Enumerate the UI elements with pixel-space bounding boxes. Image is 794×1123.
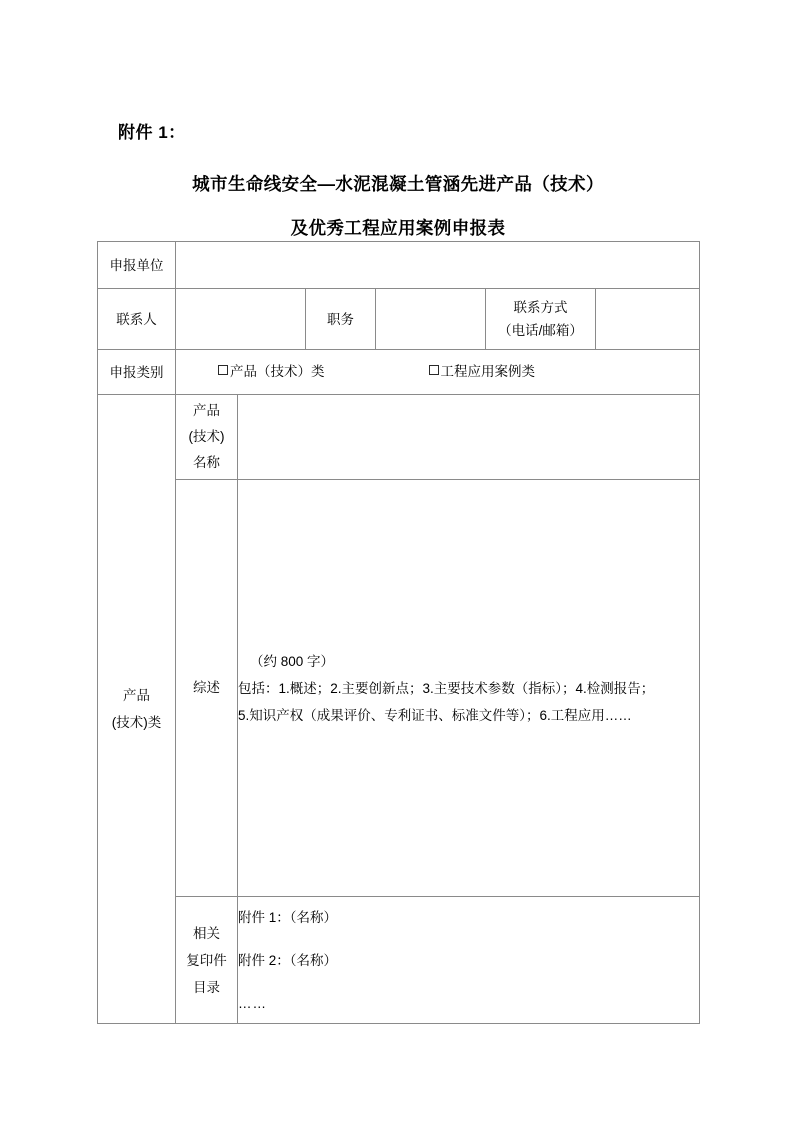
- table-row-attachments: [98, 897, 700, 1024]
- field-contact-person[interactable]: [176, 289, 306, 350]
- attachment-item-more: ……: [238, 995, 267, 1011]
- attachment-item-2: 附件 2：（名称）: [238, 952, 338, 968]
- field-summary[interactable]: [238, 480, 700, 897]
- checkbox-option-product-label: 产品（技术）类: [230, 364, 325, 379]
- summary-body-line-1: 包括：1.概述；2.主要创新点；3.主要技术参数（指标）；4.检测报告；: [238, 680, 655, 696]
- checkbox-icon[interactable]: [218, 365, 228, 375]
- field-position[interactable]: [376, 289, 486, 350]
- table-row-contact: [98, 289, 700, 350]
- page-title: [97, 162, 699, 250]
- summary-word-count-hint: （约 800 字）: [250, 653, 335, 669]
- table-row-applicant: [98, 242, 700, 289]
- field-product-name[interactable]: [238, 395, 700, 480]
- attachment-item-1: 附件 1：（名称）: [238, 909, 338, 925]
- attachment-marker: 附件 1：: [118, 123, 186, 142]
- field-contact-method[interactable]: [596, 289, 700, 350]
- page-title-line-1: 城市生命线安全—水泥混凝土管涵先进产品（技术）: [192, 174, 604, 194]
- label-product-name: 产品 (技术) 名称: [176, 395, 238, 480]
- page-title-line-2: 及优秀工程应用案例申报表: [290, 218, 506, 238]
- field-applicant-unit[interactable]: [176, 242, 700, 289]
- label-applicant-unit: 申报单位: [98, 242, 176, 289]
- label-position: 职务: [306, 289, 376, 350]
- label-application-category: 申报类别: [98, 350, 176, 395]
- table-row-category: [98, 350, 700, 395]
- table-row-summary: [98, 480, 700, 897]
- label-contact-person: 联系人: [98, 289, 176, 350]
- checkbox-option-engineering-case[interactable]: [429, 361, 536, 383]
- summary-body-line-2: 5.知识产权（成果评价、专利证书、标准文件等）；6.工程应用……: [238, 707, 632, 723]
- label-summary: 综述: [176, 480, 238, 897]
- checkbox-option-product[interactable]: [218, 361, 325, 383]
- application-form-table: [97, 241, 700, 1024]
- label-product-technology-section: 产品 (技术)类: [98, 395, 176, 1024]
- field-attachment-list[interactable]: [238, 897, 700, 1024]
- checkbox-option-engineering-case-label: 工程应用案例类: [440, 364, 535, 379]
- label-attachment-list: 相关 复印件 目录: [176, 897, 238, 1024]
- field-application-category: [176, 350, 700, 395]
- table-row-product-name: [98, 395, 700, 480]
- label-contact-method: 联系方式 （电话/邮箱）: [486, 289, 596, 350]
- checkbox-icon[interactable]: [429, 365, 439, 375]
